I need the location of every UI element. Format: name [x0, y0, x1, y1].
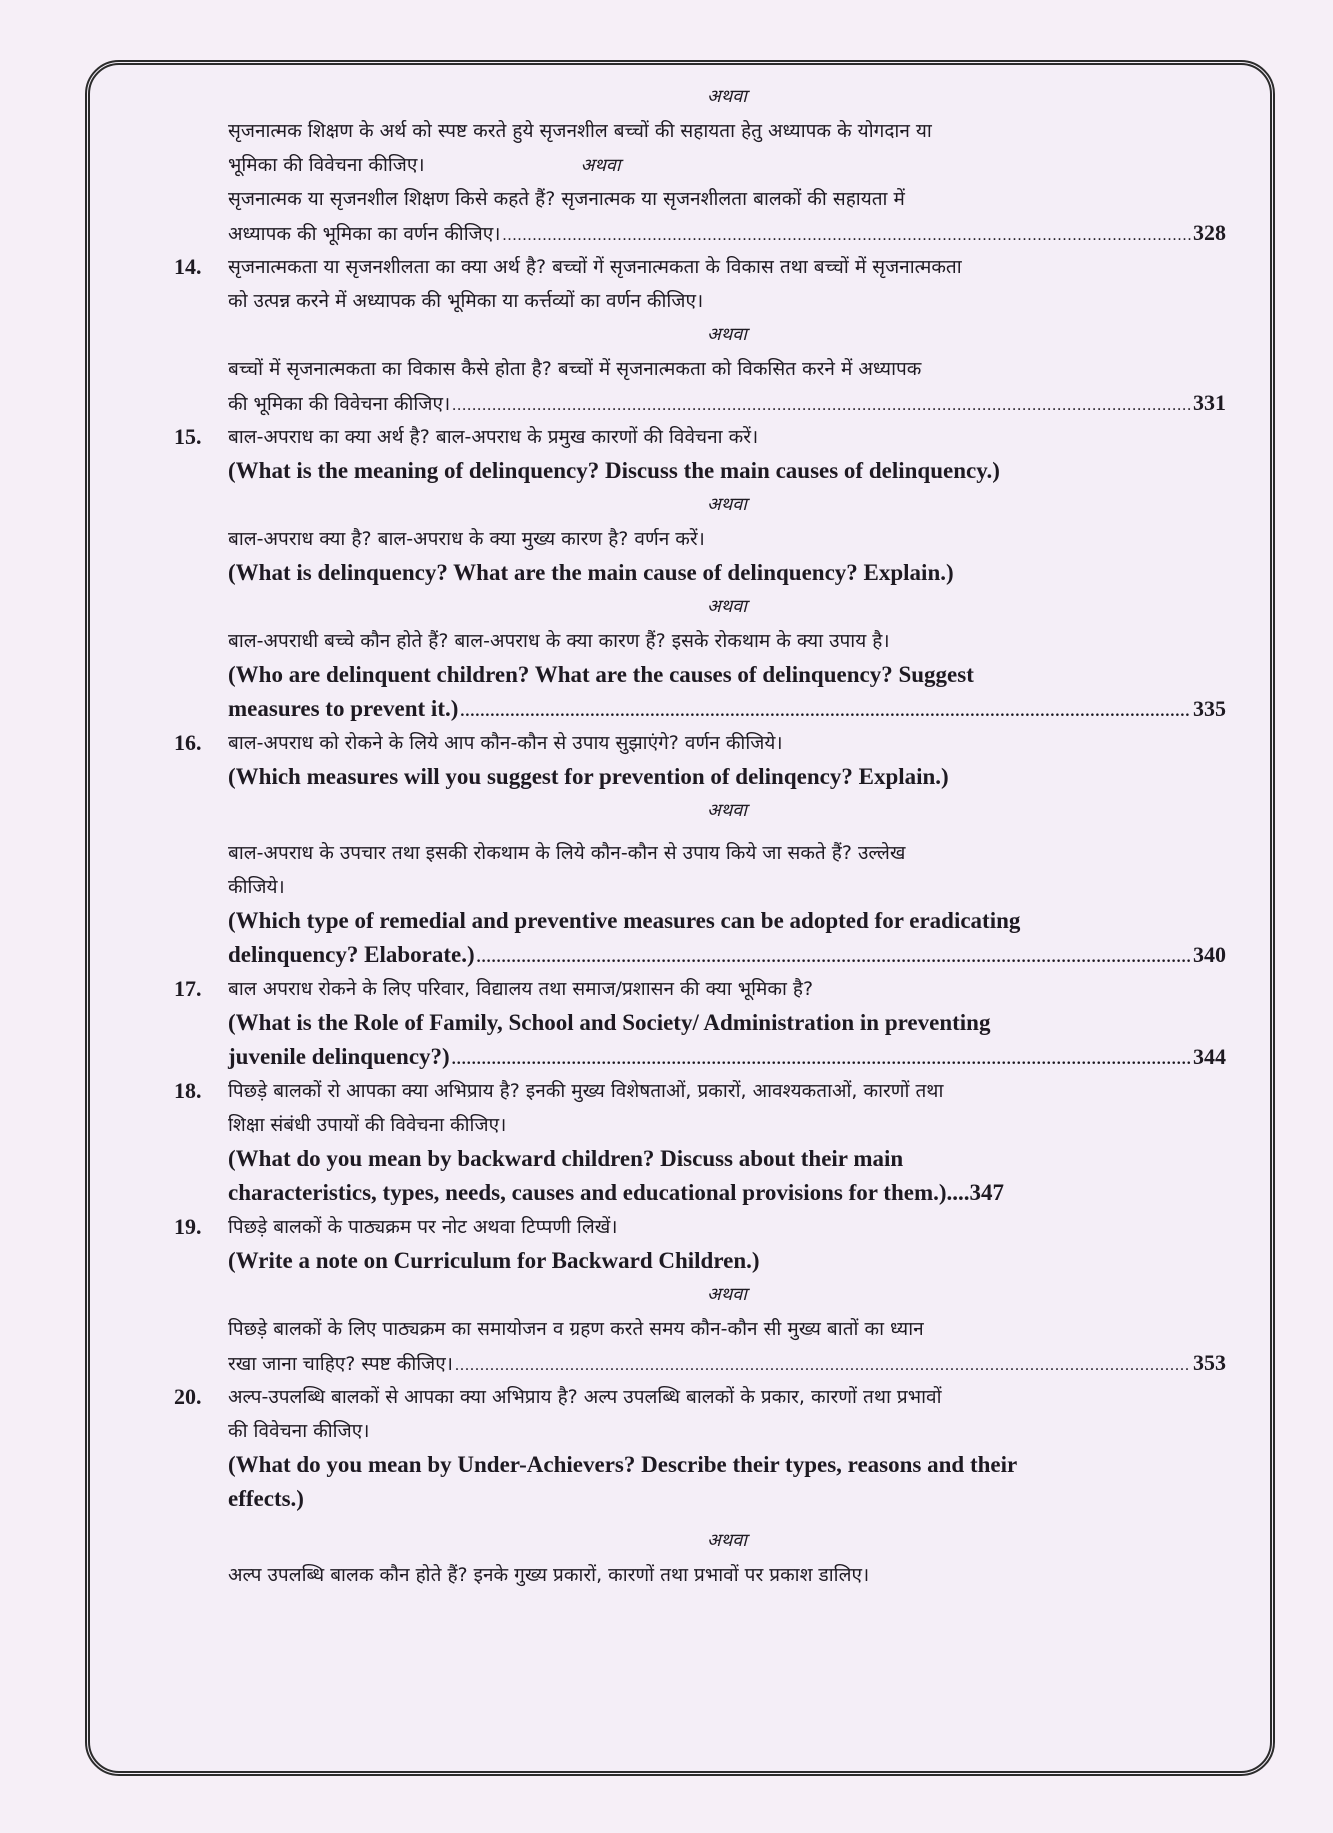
- question-line: [174, 972, 1226, 1006]
- question-line: [174, 250, 1226, 284]
- question-number: 16.: [174, 730, 202, 755]
- question-15: [174, 420, 1226, 726]
- question-text: की भूमिका की विवेचना कीजिए।: [228, 393, 451, 415]
- page-number: 353: [1193, 1350, 1226, 1375]
- question-text-hindi: बाल-अपराध का क्या अर्थ है? बाल-अपराध के प्रमुख कारणों की विवेचना करें।: [228, 426, 759, 448]
- question-text-english: delinquency? Elaborate.): [228, 942, 475, 967]
- or-separator: अथवा: [707, 1284, 747, 1305]
- question-text-english: (Which type of remedial and preventive measures can be adopted for eradicating: [228, 908, 1021, 933]
- question-text: अध्यापक की भूमिका का वर्णन कीजिए।: [228, 223, 501, 245]
- question-text-english: effects.): [228, 1486, 304, 1511]
- question-text-hindi: अल्प उपलब्धि बालक कौन होते हैं? इनके गुख्य प्रकारों, कारणों तथा प्रभावों पर प्रकाश डालिए।: [228, 1564, 870, 1586]
- dot-leader: [502, 219, 1191, 253]
- page-number: 335: [1193, 696, 1226, 721]
- question-text-english: (Write a note on Curriculum for Backward Children.): [228, 1248, 760, 1273]
- question-text: सृजनात्मक या सृजनशील शिक्षण किसे कहते हैं? सृजनात्मक या सृजनशीलता बालकों की सहायता में: [228, 188, 905, 210]
- spacer: [174, 1516, 1226, 1524]
- question-19: [174, 1210, 1226, 1380]
- question-text: सृजनात्मकता या सृजनशीलता का क्या अर्थ है? बच्चों गें सृजनात्मकता के विकास तथा बच्चों में सृजनात्मकता: [228, 256, 962, 278]
- question-17: [174, 972, 1226, 1074]
- or-separator: अथवा: [707, 324, 747, 345]
- or-separator: अथवा: [707, 1530, 747, 1551]
- question-number: 14.: [174, 254, 202, 279]
- question-20: [174, 1380, 1226, 1592]
- toc-entry-leader[interactable]: [174, 1040, 1226, 1074]
- question-text-hindi: बाल-अपराधी बच्चे कौन होते हैं? बाल-अपराध के क्या कारण हैं? इसके रोकथाम के क्या उपाय है।: [228, 630, 890, 652]
- question-14: [174, 250, 1226, 420]
- toc-entry-leader[interactable]: [174, 216, 1226, 250]
- question-13-continuation: [174, 80, 1226, 250]
- question-text-hindi: पिछड़े बालकों के पाठ्यक्रम पर नोट अथवा टिप्पणी लिखें।: [228, 1216, 618, 1238]
- question-text-hindi: बाल-अपराध के उपचार तथा इसकी रोकथाम के लिये कौन-कौन से उपाय किये जा सकते हैं? उल्लेख: [228, 842, 906, 864]
- question-text-hindi: अल्प-उपलब्धि बालकों से आपका क्या अभिप्राय है? अल्प उपलब्धि बालकों के प्रकार, कारणों तथा प्रभावों: [228, 1386, 942, 1408]
- question-number: 15.: [174, 424, 202, 449]
- toc-entry-leader[interactable]: [174, 386, 1226, 420]
- question-text-english: (Which measures will you suggest for prevention of delinqency? Explain.): [228, 764, 949, 789]
- question-text-hindi: बाल-अपराध क्या है? बाल-अपराध के क्या मुख्य कारण है? वर्णन करें।: [228, 528, 705, 550]
- question-line: [174, 1210, 1226, 1244]
- question-text: [174, 148, 1226, 182]
- question-line: [174, 726, 1226, 760]
- question-text-hindi: की विवेचना कीजिए।: [228, 1420, 370, 1442]
- page-number: 331: [1193, 390, 1226, 415]
- dot-leader: [452, 1043, 1191, 1077]
- question-line: [174, 1074, 1226, 1108]
- question-text-english: juvenile delinquency?): [228, 1044, 450, 1069]
- question-number: 17.: [174, 976, 202, 1001]
- toc-entry-leader[interactable]: [174, 938, 1226, 972]
- question-line: [174, 420, 1226, 454]
- question-16: [174, 726, 1226, 972]
- toc-entry-leader[interactable]: characteristics, types, needs, causes and educational provisions for them.)....347: [228, 1180, 1005, 1205]
- dot-leader: [477, 941, 1191, 975]
- question-line: [174, 1380, 1226, 1414]
- question-text-line: भूमिका की विवेचना कीजिए।: [228, 154, 425, 176]
- or-separator: अथवा: [580, 155, 621, 176]
- question-18: [174, 1074, 1226, 1210]
- contents-listing: [174, 80, 1226, 1592]
- question-text-english: (Who are delinquent children? What are the causes of delinquency? Suggest: [228, 662, 974, 687]
- question-text-english: (What is delinquency? What are the main cause of delinquency? Explain.): [228, 560, 954, 585]
- page-number: 344: [1193, 1044, 1226, 1069]
- toc-entry-leader[interactable]: [174, 1346, 1226, 1380]
- page-number: 328: [1193, 220, 1226, 245]
- or-separator: अथवा: [707, 596, 747, 617]
- question-text: को उत्पन्न करने में अध्यापक की भूमिका या कर्त्तव्यों का वर्णन कीजिए।: [228, 290, 704, 312]
- dot-leader: [455, 1349, 1191, 1383]
- question-text-english: (What do you mean by backward children? Discuss about their main: [228, 1146, 904, 1171]
- question-text-english: (What is the Role of Family, School and Society/ Administration in preventing: [228, 1010, 991, 1035]
- question-text: सृजनात्मक शिक्षण के अर्थ को स्पष्ट करते हुये सृजनशील बच्चों की सहायता हेतु अध्यापक के योगदान या: [228, 120, 932, 142]
- question-text-english: measures to prevent it.): [228, 696, 459, 721]
- question-text-hindi: कीजिये।: [228, 876, 285, 898]
- question-text-hindi: पिछड़े बालकों के लिए पाठ्यक्रम का समायोजन व ग्रहण करते समय कौन-कौन सी मुख्य बातों का ध्यान: [228, 1318, 924, 1340]
- question-number: 19.: [174, 1214, 202, 1239]
- question-number: 20.: [174, 1384, 202, 1409]
- spacer: [174, 828, 1226, 836]
- dot-leader: [460, 695, 1191, 729]
- dot-leader: [452, 389, 1191, 423]
- page-number: 340: [1193, 942, 1226, 967]
- question-text: बच्चों में सृजनात्मकता का विकास कैसे होता है? बच्चों में सृजनात्मकता को विकसित करने में अध्यापक: [228, 358, 922, 380]
- toc-entry-leader[interactable]: [174, 692, 1226, 726]
- question-text-hindi: रखा जाना चाहिए? स्पष्ट कीजिए।: [228, 1353, 453, 1375]
- or-separator: अथवा: [707, 800, 747, 821]
- question-text-hindi: बाल-अपराध को रोकने के लिये आप कौन-कौन से उपाय सुझाएंगे? वर्णन कीजिये।: [228, 732, 783, 754]
- or-separator: अथवा: [707, 494, 747, 515]
- question-text-hindi: बाल अपराध रोकने के लिए परिवार, विद्यालय तथा समाज/प्रशासन की क्या भूमिका है?: [228, 978, 814, 1000]
- question-text-english: (What do you mean by Under-Achievers? Describe their types, reasons and their: [228, 1452, 1018, 1477]
- or-separator: अथवा: [707, 86, 747, 107]
- question-number: 18.: [174, 1078, 202, 1103]
- question-text-english: (What is the meaning of delinquency? Discuss the main causes of delinquency.): [228, 458, 1000, 483]
- question-text-hindi: पिछड़े बालकों रो आपका क्या अभिप्राय है? इनकी मुख्य विशेषताओं, प्रकारों, आवश्यकताओं, कारणों तथा: [228, 1080, 944, 1102]
- question-text-hindi: शिक्षा संबंधी उपायों की विवेचना कीजिए।: [228, 1114, 507, 1136]
